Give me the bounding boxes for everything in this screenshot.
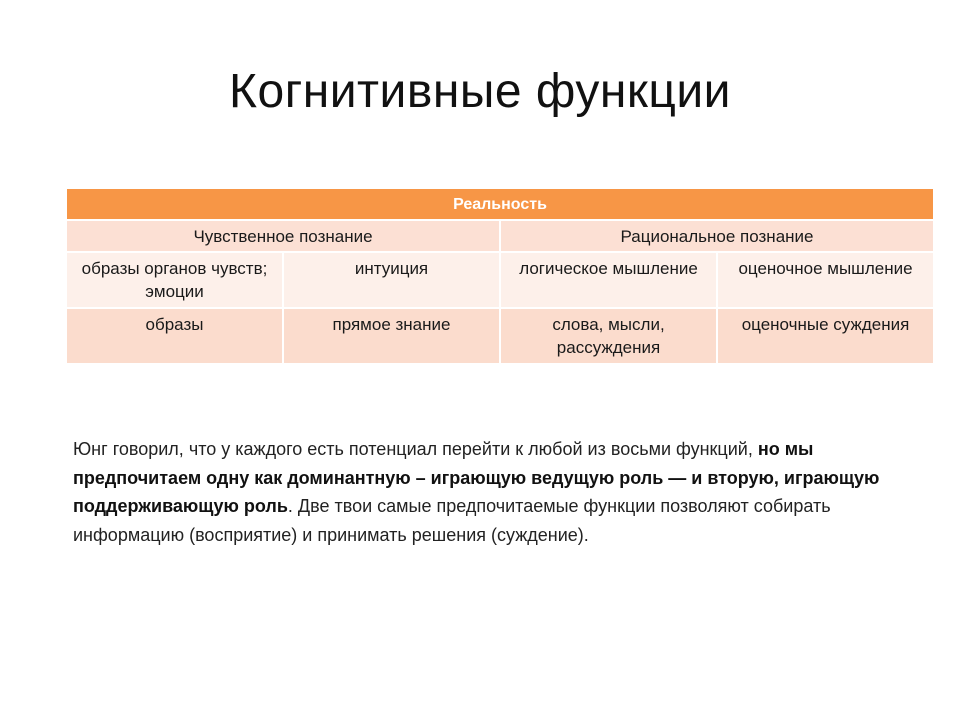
- table-cell: оценочные суждения: [717, 308, 934, 364]
- paragraph-text-start: Юнг говорил, что у каждого есть потенциал перейти к любой из восьми функций,: [73, 439, 758, 459]
- paragraph-text-end: . Две твои самые предпочитаемые функции позволяют собирать информацию (восприятие) и принимать решения (суждение).: [73, 496, 831, 545]
- table-row: [66, 252, 934, 308]
- header-reality: Реальность: [66, 188, 934, 220]
- cognition-table: [65, 187, 933, 365]
- slide-title: Когнитивные функции: [229, 65, 731, 118]
- group-rational: Рациональное познание: [500, 220, 934, 252]
- group-sensory: Чувственное познание: [66, 220, 500, 252]
- table-header-row: [66, 188, 934, 220]
- paragraph-bold-text: но мы предпочитаем одну как доминантную – играющую ведущую роль — и вторую, играющую поддерживающую роль: [73, 439, 880, 516]
- table-cell: интуиция: [283, 252, 500, 308]
- table-cell: слова, мысли, рассуждения: [500, 308, 717, 364]
- table-cell: оценочное мышление: [717, 252, 934, 308]
- table-cell: образы: [66, 308, 283, 364]
- table-group-row: [66, 220, 934, 252]
- jung-paragraph: [73, 435, 923, 549]
- table-cell: образы органов чувств; эмоции: [66, 252, 283, 308]
- table-cell: логическое мышление: [500, 252, 717, 308]
- table-cell: прямое знание: [283, 308, 500, 364]
- table-row: [66, 308, 934, 364]
